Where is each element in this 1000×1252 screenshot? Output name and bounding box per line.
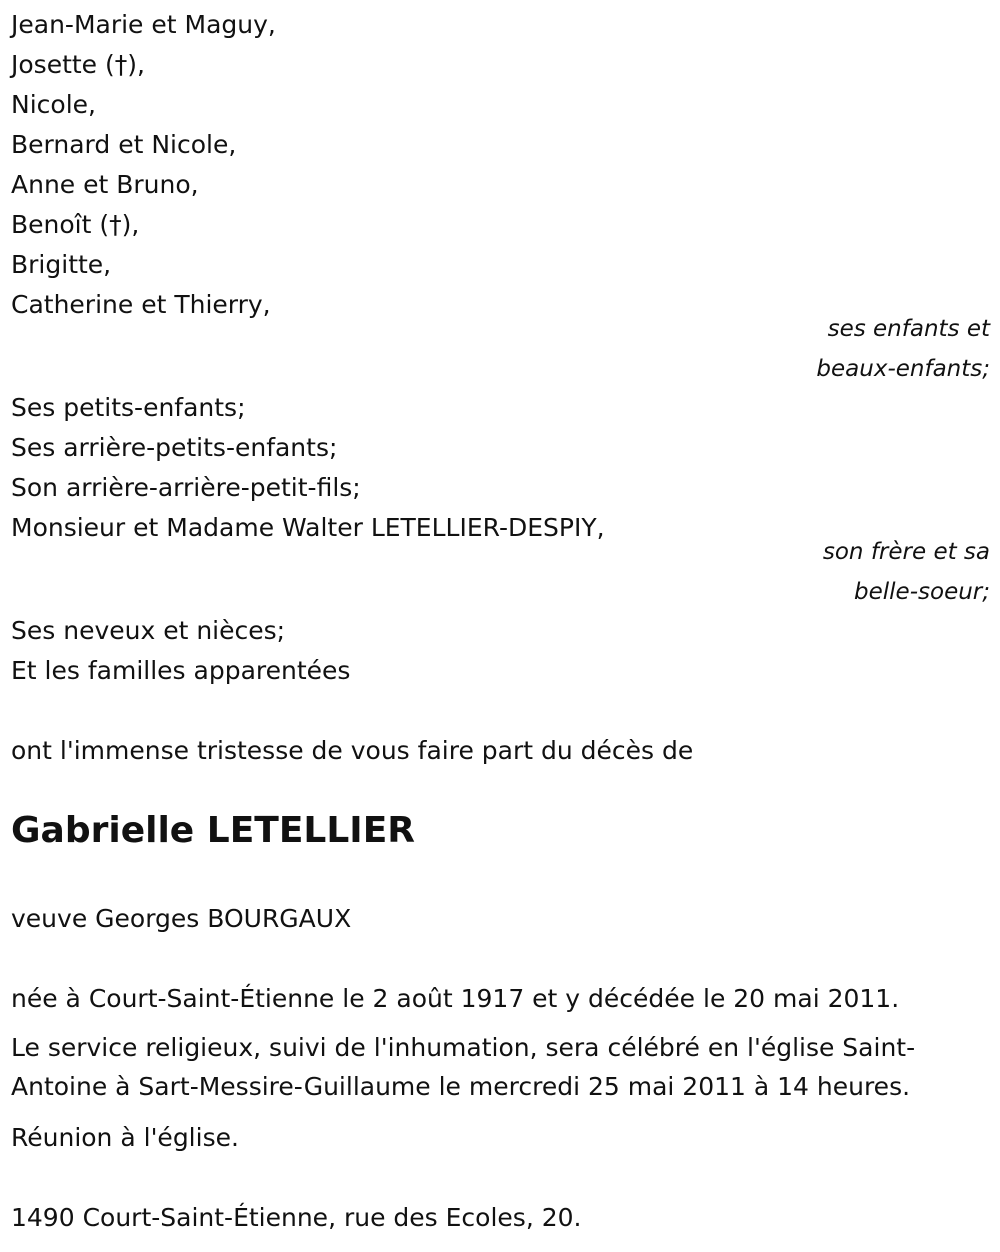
family-line: Et les familles apparentées — [11, 656, 351, 685]
announcement-text: ont l'immense tristesse de vous faire part du décès de — [11, 736, 694, 765]
relation-label: belle-soeur; — [854, 579, 990, 605]
family-line: Ses arrière-petits-enfants; — [11, 433, 338, 462]
family-line: Monsieur et Madame Walter LETELLIER-DESPIY, — [11, 513, 605, 542]
relation-label: ses enfants et — [827, 316, 990, 342]
service-line: Le service religieux, suivi de l'inhumation, sera célébré en l'église Saint- — [11, 1033, 916, 1062]
family-line: Jean-Marie et Maguy, — [11, 10, 276, 39]
relation-label: son frère et sa — [822, 539, 990, 565]
family-line: Ses neveux et nièces; — [11, 616, 286, 645]
address-line: 1490 Court-Saint-Étienne, rue des Ecoles, 20. — [11, 1203, 582, 1232]
relation-label: beaux-enfants; — [816, 356, 990, 382]
service-line: Antoine à Sart-Messire-Guillaume le mercredi 25 mai 2011 à 14 heures. — [11, 1072, 911, 1101]
birth-death-line: née à Court-Saint-Étienne le 2 août 1917 et y décédée le 20 mai 2011. — [11, 984, 900, 1013]
family-line: Josette (†), — [11, 50, 145, 79]
family-line: Son arrière-arrière-petit-fils; — [11, 473, 361, 502]
family-line: Nicole, — [11, 90, 96, 119]
reunion-line: Réunion à l'église. — [11, 1123, 239, 1152]
deceased-name: Gabrielle LETELLIER — [11, 810, 416, 851]
family-line: Brigitte, — [11, 250, 112, 279]
family-line: Benoît (†), — [11, 210, 140, 239]
family-line: Bernard et Nicole, — [11, 130, 237, 159]
family-line: Anne et Bruno, — [11, 170, 199, 199]
family-line: Ses petits-enfants; — [11, 393, 246, 422]
widow-of: veuve Georges BOURGAUX — [11, 904, 352, 933]
family-line: Catherine et Thierry, — [11, 290, 271, 319]
